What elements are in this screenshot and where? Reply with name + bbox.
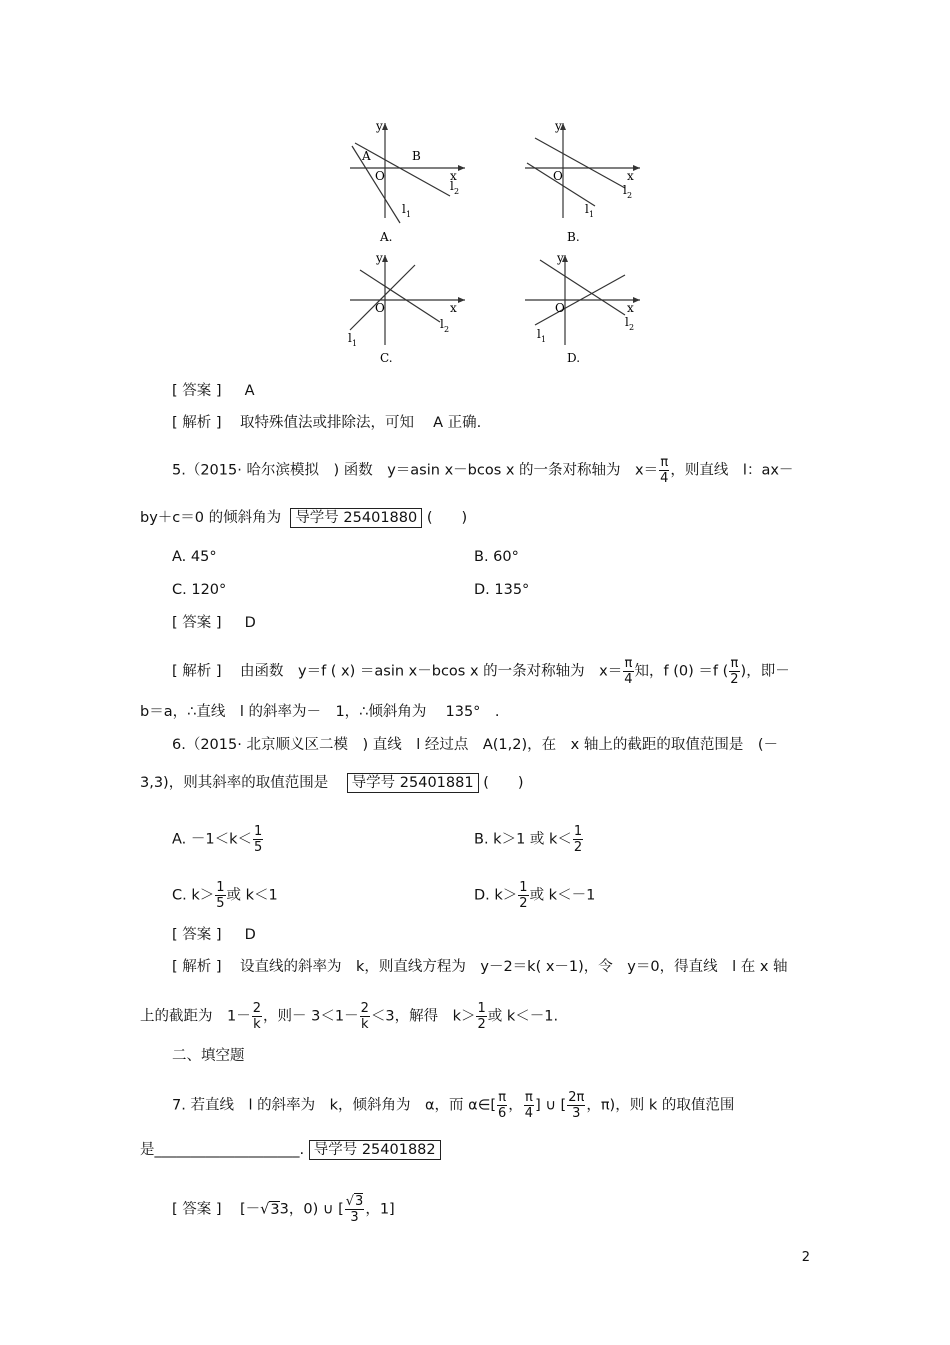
svg-text:D.: D. bbox=[567, 351, 581, 365]
option-a-text: A. －1＜k＜ bbox=[172, 831, 253, 848]
svg-text:B.: B. bbox=[567, 230, 580, 244]
answer-text-b: 3，0) ∪ [ bbox=[279, 1201, 344, 1218]
option-b-text: B. k＞1 或 k＜ bbox=[474, 831, 572, 848]
svg-text:l: l bbox=[348, 331, 352, 345]
svg-text:y: y bbox=[376, 251, 383, 265]
q5-stem-text-b: ，则直线 l：ax－ bbox=[670, 462, 794, 479]
figure-option-b bbox=[515, 118, 645, 248]
figure-option-d bbox=[515, 250, 645, 370]
q4-answer bbox=[172, 381, 255, 401]
q6-option-a bbox=[172, 824, 264, 855]
q5-analysis-line2: b＝a，∴直线 l 的斜率为－ 1，∴倾斜角为 135° . bbox=[140, 704, 500, 720]
svg-text:O: O bbox=[555, 301, 565, 315]
fraction-1-over-2: $\frac{1}{2}$ bbox=[477, 1001, 486, 1032]
page-number: 2 bbox=[801, 1250, 810, 1265]
svg-text:l: l bbox=[440, 317, 444, 331]
q5-answer bbox=[172, 613, 256, 633]
svg-text:2: 2 bbox=[444, 325, 450, 334]
q5-option-b: B. 60° bbox=[474, 549, 519, 565]
q7-stem-text-c: ，π)，则 k 的取值范围 bbox=[586, 1097, 735, 1114]
svg-text:2: 2 bbox=[627, 191, 633, 200]
q6-option-d bbox=[474, 880, 595, 911]
q5-paren: ( ) bbox=[426, 510, 468, 526]
q7-stem-text-b: ] ∪ [ bbox=[535, 1097, 567, 1114]
q6-option-b bbox=[474, 824, 584, 855]
q7-stem-text-d: 是 bbox=[140, 1142, 155, 1158]
fraction-2pi-over-3: $\frac{2\pi}{3}$ bbox=[568, 1090, 585, 1121]
svg-text:1: 1 bbox=[541, 335, 547, 344]
figure-option-c bbox=[340, 250, 470, 370]
svg-text:l: l bbox=[450, 179, 454, 193]
q6-analysis-line1 bbox=[172, 957, 788, 977]
analysis-text-b: 知，f (0) ＝f ( bbox=[634, 663, 729, 680]
q7-code-box: 导学号 25401882 bbox=[309, 1140, 441, 1160]
sqrt-icon: √ bbox=[260, 1201, 270, 1218]
svg-text:y: y bbox=[555, 119, 562, 133]
fraction-1-over-2: $\frac{1}{2}$ bbox=[573, 824, 583, 855]
figure-option-a bbox=[340, 118, 470, 248]
option-d-text-a: D. k＞ bbox=[474, 887, 518, 904]
svg-text:x: x bbox=[627, 301, 634, 315]
analysis-text-a: 由函数 y＝f ( x) ＝asin x－bcos x 的一条对称轴为 x＝ bbox=[239, 663, 623, 680]
q6-stem-line2 bbox=[140, 773, 524, 793]
q5-option-a: A. 45° bbox=[172, 549, 217, 565]
option-c-text-a: C. k＞ bbox=[172, 887, 215, 904]
answer-label: [ 答案 ] bbox=[172, 927, 222, 943]
svg-text:O: O bbox=[375, 169, 385, 183]
answer-value: D bbox=[244, 615, 256, 631]
answer-text-a: [－ bbox=[239, 1201, 261, 1218]
svg-text:x: x bbox=[627, 169, 634, 183]
svg-text:l: l bbox=[585, 202, 589, 216]
svg-text:l: l bbox=[625, 315, 629, 329]
svg-text:x: x bbox=[450, 301, 457, 315]
q7-stem-line2 bbox=[140, 1140, 441, 1160]
q5-stem-line1 bbox=[172, 455, 793, 486]
fraction-pi-over-4: $\frac{\pi}{4}$ bbox=[660, 455, 669, 486]
q6-stem-line1: 6.（2015· 北京顺义区二模 ) 直线 l 经过点 A(1,2)，在 x 轴上的截距的取值范围是 (－ bbox=[172, 737, 778, 753]
q6-answer bbox=[172, 925, 256, 945]
fraction-pi-over-2: $\frac{\pi}{2}$ bbox=[730, 656, 739, 687]
fraction-2-over-k: $\frac{2}{k}$ bbox=[360, 1001, 369, 1032]
svg-text:O: O bbox=[375, 301, 385, 315]
q5-stem-text-a: 5.（2015· 哈尔滨模拟 ) 函数 y＝asin x－bcos x 的一条对称轴为 x＝ bbox=[172, 462, 659, 479]
fraction-1-over-5: $\frac{1}{5}$ bbox=[254, 824, 263, 855]
svg-text:2: 2 bbox=[454, 187, 460, 196]
analysis-label: [ 解析 ] bbox=[172, 663, 222, 680]
analysis-text-a: 设直线的斜率为 k，则直线方程为 y－2＝k( x－1)，令 y＝0，得直线 l 在 x 轴 bbox=[239, 959, 788, 975]
fraction-sqrt3-over-3: $\frac{√3}{3}$ bbox=[345, 1194, 364, 1225]
q5-option-c: C. 120° bbox=[172, 582, 227, 598]
fraction-pi-over-4: $\frac{\pi}{4}$ bbox=[624, 656, 633, 687]
svg-text:l: l bbox=[623, 183, 627, 197]
q6-stem-text-b: 3,3)，则其斜率的取值范围是 bbox=[140, 775, 329, 791]
answer-label: [ 答案 ] bbox=[172, 383, 222, 399]
q5-code-box: 导学号 25401880 bbox=[290, 508, 422, 528]
analysis-text-c: )，即－ bbox=[740, 663, 790, 680]
answer-label: [ 答案 ] bbox=[172, 1201, 222, 1218]
q7-stem-line1 bbox=[172, 1090, 734, 1121]
fraction-1-over-2: $\frac{1}{2}$ bbox=[519, 880, 528, 911]
fraction-2-over-k: $\frac{2}{k}$ bbox=[252, 1001, 262, 1032]
svg-text:l: l bbox=[537, 327, 541, 341]
svg-text:B: B bbox=[412, 149, 421, 163]
analysis-label: [ 解析 ] bbox=[172, 959, 222, 975]
q5-stem-line2 bbox=[140, 508, 467, 528]
answer-value: A bbox=[244, 383, 255, 399]
svg-text:1: 1 bbox=[352, 339, 358, 348]
svg-text:C.: C. bbox=[380, 351, 393, 365]
q6-option-c bbox=[172, 880, 278, 911]
svg-text:A: A bbox=[362, 149, 371, 163]
q6-analysis-line2 bbox=[140, 1001, 558, 1032]
analysis-text-e: 或 k＜－1. bbox=[487, 1008, 559, 1025]
answer-label: [ 答案 ] bbox=[172, 615, 222, 631]
q5-analysis-line1 bbox=[172, 656, 790, 687]
fraction-1-over-5: $\frac{1}{5}$ bbox=[216, 880, 225, 911]
svg-text:1: 1 bbox=[406, 210, 412, 219]
svg-text:2: 2 bbox=[629, 323, 635, 332]
q5-stem-text-c: by＋c＝0 的倾斜角为 bbox=[140, 510, 282, 526]
analysis-text: 取特殊值法或排除法，可知 A 正确. bbox=[239, 415, 482, 431]
option-d-text-b: 或 k＜－1 bbox=[529, 887, 596, 904]
section-heading: 二、填空题 bbox=[172, 1048, 245, 1064]
answer-text-c: ，1] bbox=[365, 1201, 395, 1218]
analysis-text-c: ，则－ 3＜1－ bbox=[263, 1008, 359, 1025]
analysis-label: [ 解析 ] bbox=[172, 415, 222, 431]
option-c-text-b: 或 k＜1 bbox=[226, 887, 278, 904]
fraction-pi-over-4: $\frac{\pi}{4}$ bbox=[524, 1090, 534, 1121]
analysis-text-b: 上的截距为 1－ bbox=[140, 1008, 251, 1025]
analysis-text-d: ＜3，解得 k＞ bbox=[370, 1008, 476, 1025]
svg-text:O: O bbox=[553, 169, 563, 183]
svg-text:1: 1 bbox=[589, 210, 595, 219]
svg-text:x: x bbox=[450, 169, 457, 183]
svg-text:l: l bbox=[402, 202, 406, 216]
svg-text:y: y bbox=[376, 119, 383, 133]
q5-option-d: D. 135° bbox=[474, 582, 530, 598]
svg-text:A.: A. bbox=[380, 230, 393, 244]
comma: ， bbox=[508, 1097, 523, 1114]
fraction-pi-over-6: $\frac{\pi}{6}$ bbox=[498, 1090, 507, 1121]
q6-code-box: 导学号 25401881 bbox=[347, 773, 479, 793]
q4-analysis bbox=[172, 413, 481, 433]
q6-paren: ( ) bbox=[483, 775, 524, 791]
q7-answer bbox=[172, 1194, 395, 1225]
svg-text:y: y bbox=[557, 251, 564, 265]
sqrt-value: 3 bbox=[270, 1201, 280, 1218]
answer-value: D bbox=[244, 927, 256, 943]
answer-blank: ____________________. bbox=[154, 1142, 305, 1158]
q7-stem-text-a: 7. 若直线 l 的斜率为 k，倾斜角为 α，而 α∈[ bbox=[172, 1097, 496, 1114]
